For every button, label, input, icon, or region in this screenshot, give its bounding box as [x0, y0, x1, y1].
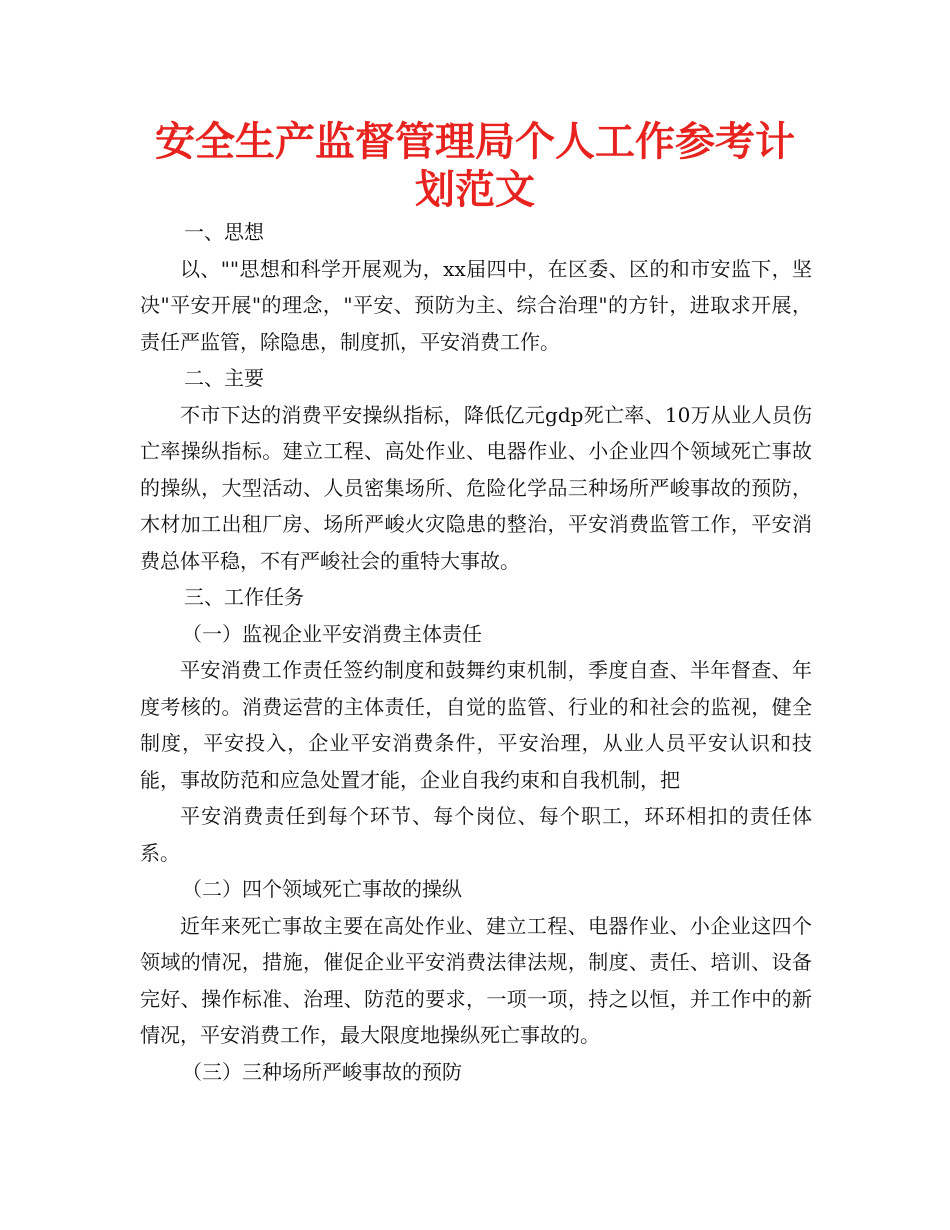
- paragraph-3: 平安消费工作责任签约制度和鼓舞约束机制，季度自查、半年督查、年度考核的。消费运营的主体责任，自觉的监管、行业的和社会的监视，健全制度，平安投入，企业平安消费条件，平安治理，从业人员平安认识和技能，事故防范和应急处置才能，企业自我约束和自我机制，把: [140, 658, 812, 792]
- section-heading-3: 三、工作任务: [184, 585, 304, 609]
- paragraph-4: 平安消费责任到每个环节、每个岗位、每个职工，环环相扣的责任体系。: [140, 804, 812, 865]
- subsection-heading-3: （三）三种场所严峻事故的预防: [182, 1059, 462, 1084]
- document-title: 安全生产监督管理局个人工作参考计划范文: [155, 119, 795, 213]
- document-body: [140, 214, 812, 1090]
- paragraph-2: 不市下达的消费平安操纵指标，降低亿元gdp死亡率、10万从业人员伤亡率操纵指标。建立工程、高处作业、电器作业、小企业四个领域死亡事故的操纵，大型活动、人员密集场所、危险化学品三种场所严峻事故的预防，木材加工出租厂房、场所严峻火灾隐患的整治，平安消费监管工作，平安消费总体平稳，不有严峻社会的重特大事故。: [140, 402, 812, 573]
- paragraph-5: 近年来死亡事故主要在高处作业、建立工程、电器作业、小企业这四个领域的情况，措施，催促企业平安消费法律法规，制度、责任、培训、设备完好、操作标准、治理、防范的要求，一项一项，持之以恒，并工作中的新情况，平安消费工作，最大限度地操纵死亡事故的。: [140, 913, 812, 1047]
- subsection-heading-2: （二）四个领域死亡事故的操纵: [182, 877, 462, 901]
- paragraph-1: 以、""思想和科学开展观为，xx届四中，在区委、区的和市安监下，坚决"平安开展"的理念，"平安、预防为主、综合治理"的方针，进取求开展，责任严监管，除隐患，制度抓，平安消费工作。: [140, 256, 812, 354]
- subsection-heading-1: （一）监视企业平安消费主体责任: [182, 621, 482, 646]
- section-heading-1: 一、思想: [184, 220, 264, 244]
- section-heading-2: 二、主要: [184, 366, 264, 390]
